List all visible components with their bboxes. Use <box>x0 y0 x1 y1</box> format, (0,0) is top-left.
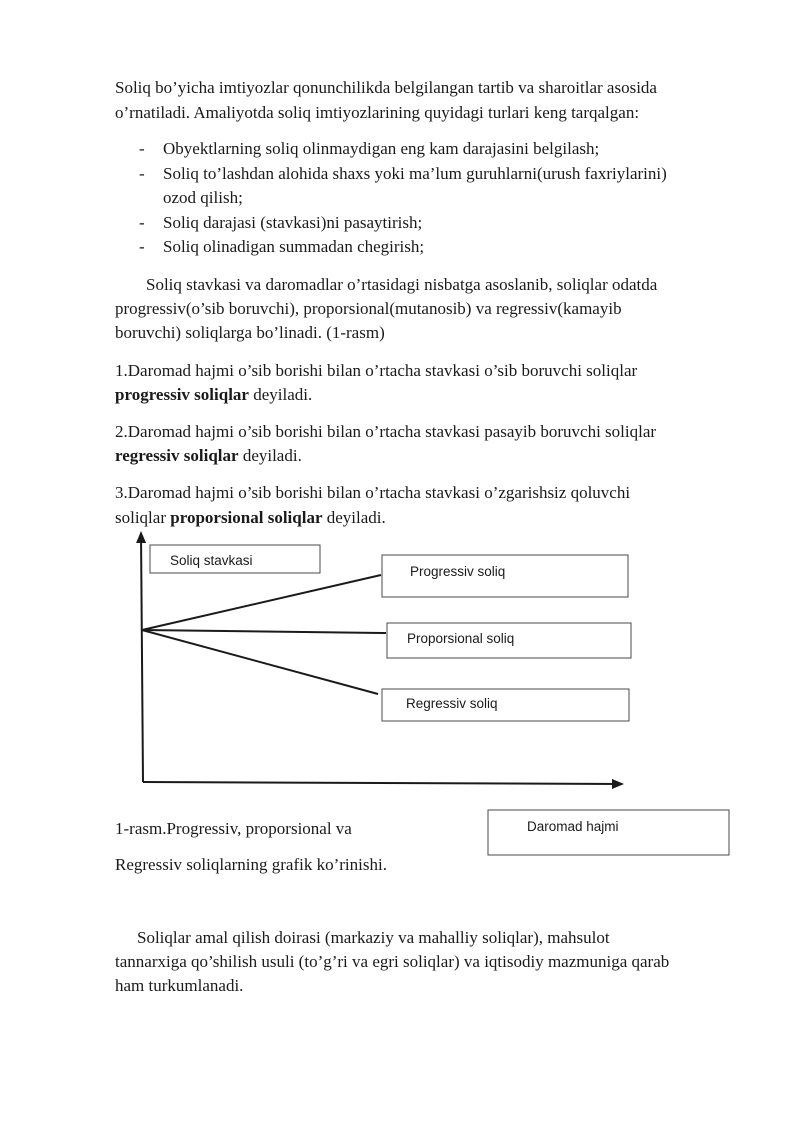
list-item-2-line-2: ozod qilish; <box>163 188 243 207</box>
regressive-line <box>142 630 378 694</box>
y-axis-label: Soliq stavkasi <box>170 553 253 568</box>
progressive-label-box <box>382 555 628 597</box>
y-axis <box>141 533 143 782</box>
regressive-label: Regressiv soliq <box>406 696 498 711</box>
progressive-line <box>142 575 381 630</box>
x-axis <box>143 782 622 784</box>
list-item-1: Obyektlarning soliq olinmaydigan eng kam darajasini belgilash; <box>163 139 600 158</box>
def3-suffix: deyiladi. <box>322 508 386 527</box>
para2-line-3: boruvchi) soliqlarga bo’linadi. (1-rasm) <box>115 323 385 342</box>
para3-line-2: tannarxiga qo’shilish usuli (to’g’ri va egri soliqlar) va iqtisodiy mazmuniga qarab <box>115 952 670 971</box>
para2-line-1: Soliq stavkasi va daromadlar o’rtasidagi nisbatga asoslanib, soliqlar odatda <box>146 275 658 294</box>
proportional-label-box <box>387 623 631 658</box>
def1-term: progressiv soliqlar <box>115 385 249 404</box>
def2-suffix: deyiladi. <box>238 446 302 465</box>
def2-line-1: 2.Daromad hajmi o’sib borishi bilan o’rtacha stavkasi pasayib boruvchi soliqlar <box>115 422 657 441</box>
para3-line-1: Soliqlar amal qilish doirasi (markaziy va mahalliy soliqlar), mahsulot <box>137 928 610 947</box>
list-item-3: Soliq darajasi (stavkasi)ni pasaytirish; <box>163 213 423 232</box>
figure-caption-line-1: 1-rasm.Progressiv, proporsional va <box>115 819 352 838</box>
def3-line-1: 3.Daromad hajmi o’sib borishi bilan o’rtacha stavkasi o’zgarishsiz qoluvchi <box>115 483 631 502</box>
list-marker: - <box>139 164 145 183</box>
figure-caption-line-2: Regressiv soliqlarning grafik ko’rinishi. <box>115 855 387 874</box>
def3-prefix: soliqlar <box>115 508 171 527</box>
intro-line-1: Soliq bo’yicha imtiyozlar qonunchilikda belgilangan tartib va sharoitlar asosida <box>115 78 657 97</box>
list-marker: - <box>139 237 145 256</box>
x-axis-label-box <box>488 810 729 855</box>
intro-line-2: o’rnatiladi. Amaliyotda soliq imtiyozlarining quyidagi turlari keng tarqalgan: <box>115 103 640 122</box>
list-item-4: Soliq olinadigan summadan chegirish; <box>163 237 425 256</box>
regressive-label-box <box>382 689 629 721</box>
list-marker: - <box>139 213 145 232</box>
def1-line-1: 1.Daromad hajmi o’sib borishi bilan o’rtacha stavkasi o’sib boruvchi soliqlar <box>115 361 638 380</box>
progressive-label: Progressiv soliq <box>410 564 506 579</box>
def3-term: proporsional soliqlar <box>170 508 323 527</box>
para2-line-2: progressiv(o’sib boruvchi), proporsional(mutanosib) va regressiv(kamayib <box>115 299 622 318</box>
def2-term: regressiv soliqlar <box>115 446 239 465</box>
proportional-label: Proporsional soliq <box>407 631 515 646</box>
x-axis-label: Daromad hajmi <box>527 819 619 834</box>
def1-suffix: deyiladi. <box>248 385 313 404</box>
list-item-2-line-1: Soliq to’lashdan alohida shaxs yoki ma’lum guruhlarni(urush faxriylarini) <box>163 164 667 183</box>
list-marker: - <box>139 139 145 158</box>
y-axis-label-box <box>150 545 320 573</box>
proportional-line <box>142 630 386 633</box>
para3-line-3: ham turkumlanadi. <box>115 976 244 995</box>
